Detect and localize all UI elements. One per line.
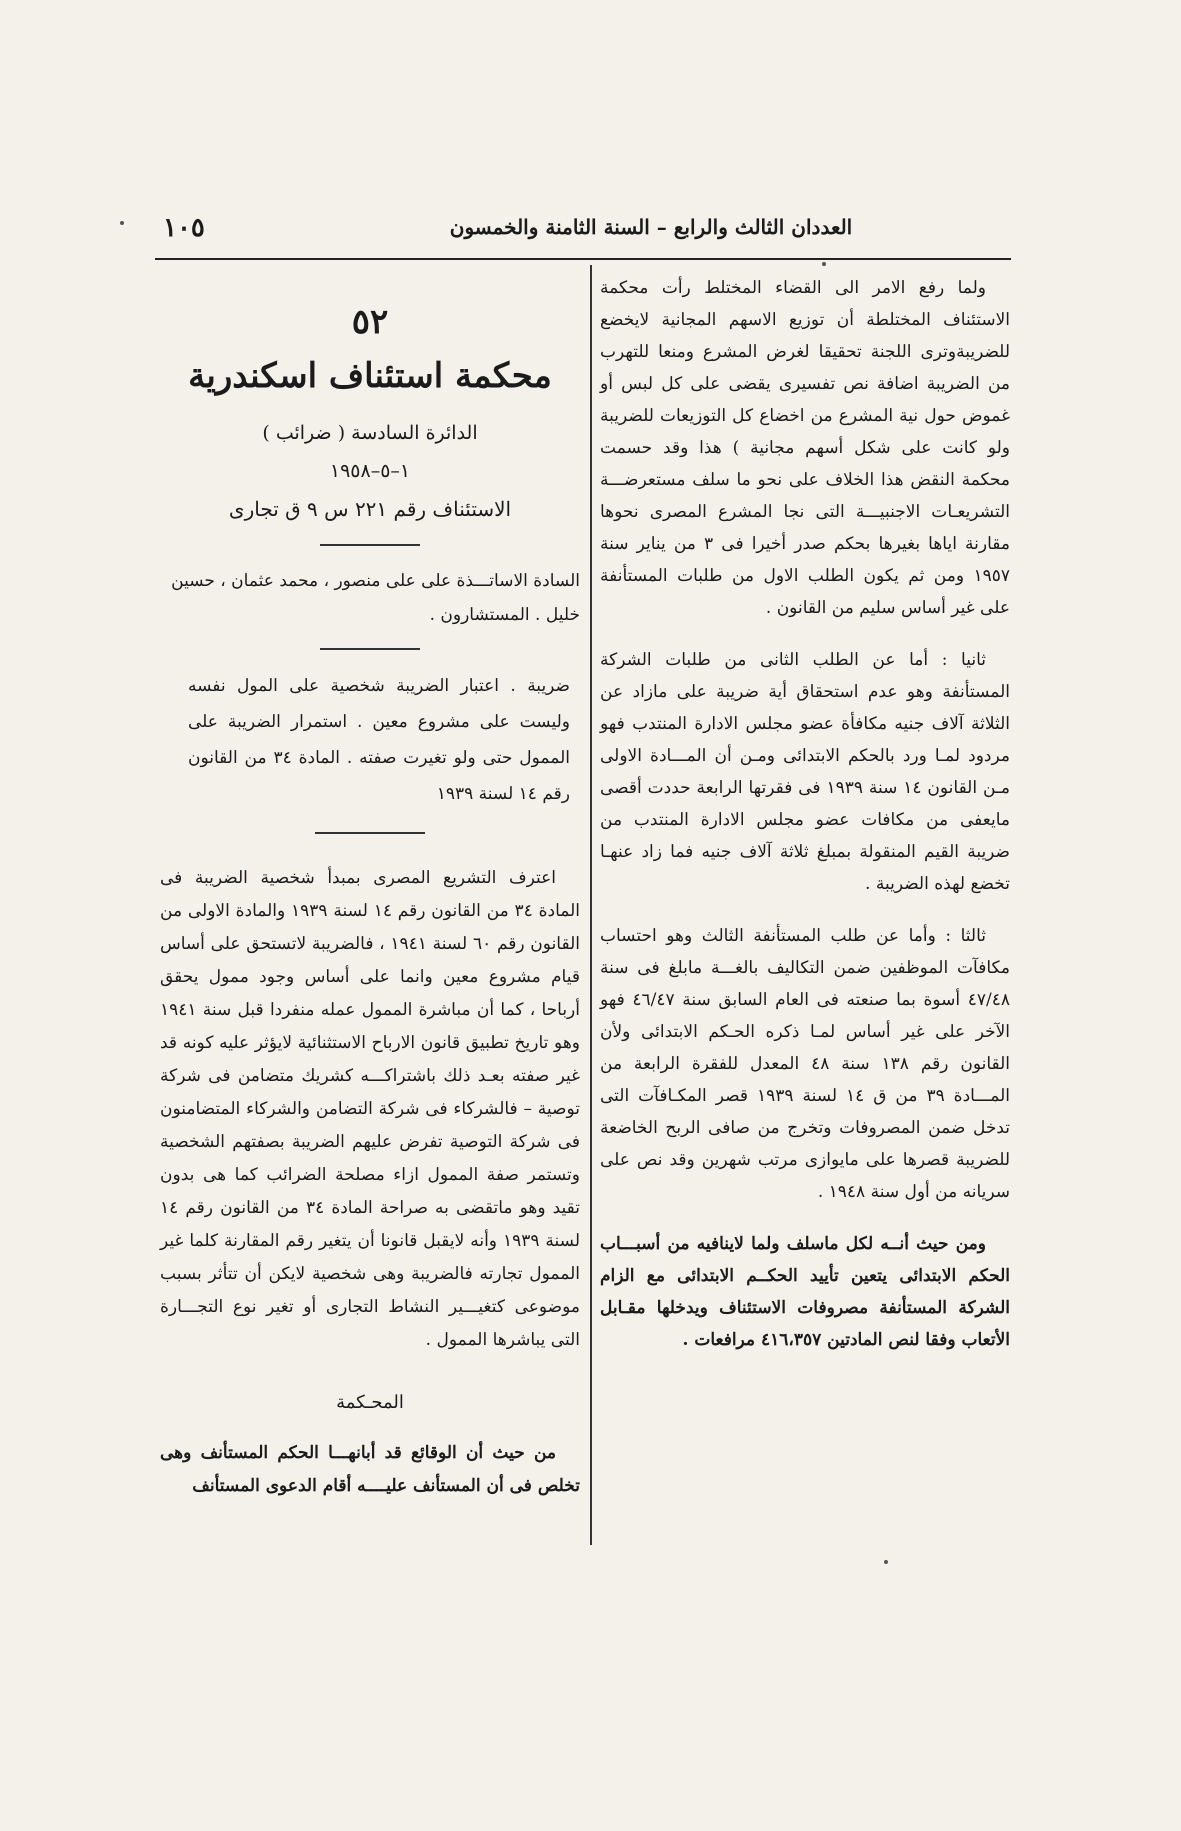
scan-speck xyxy=(120,221,124,225)
case-number: ٥٢ xyxy=(351,302,389,342)
ruling-text: من حيث أن الوقائع قد أبانهـــا الحكم المستأنف وهى تخلص فى أن المستأنف عليــــه أقام الدعوى المستأنف xyxy=(160,1443,580,1496)
section-rule xyxy=(320,648,420,650)
appeal-number: الاستئناف رقم ٢٢١ س ٩ ق تجارى xyxy=(228,497,512,521)
paragraph-2: ثانيا : أما عن الطلب الثانى من طلبات الشركة المستأنفة وهو عدم استحقاق أية ضريبة على مازاد عن الثلاثة آلاف جنيه مكافأة عضو مجلس الادارة المنتدب فهو مردود لمـا ورد بالحكم الابتدائى ومـن أن المـــادة الاولى مـن القانون ١٤ سنة ١٩٣٩ فى فقرتها الرابعة حددت أقصى مايعفى من مكافات عضو مجلس الادارة المنتدب من ضريبة القيم المنقولة بمبلغ ثلاثة آلاف جنيه فما زاد عنهـا تخضع لهذه الضريبة . xyxy=(600,650,1011,894)
legal-principle: اعترف التشريع المصرى بمبدأ شخصية الضريبة فى المادة ٣٤ من القانون رقم ١٤ لسنة ١٩٣٩ والمادة الاولى من القانون رقم ٦٠ لسنة ١٩٤١ ، فالضريبة لاتستحق على أساس قيام مشروع معين وانما على أساس وجود ممول يحقق أرباحا ، كما أن مباشرة الممول عمله منفردا قبل سنة ١٩٤١ وهو تاريخ تطبيق قانون الارباح الاستثنائية لايؤثر عليه كونه قد غير صفته بعـد ذلك باشتراكـــه كشريك متضامن فى شركة توصية – فالشركاء فى شركة التضامن والشركاء المتضامنون فى شركة التوصية تفرض عليهم الضريبة بصفتهم الشخصية وتستمر صفة الممول ازاء مصلحة الضرائب كما هى بدون تقيد وهو ماتقضى به صراحة المادة ٣٤ من القانون رقم ١٤ لسنة ١٩٣٩ وأنه لايقبل قانونا أن يتغير رقم المقارنة كلما غير الممول تجارته فالضريبة وهى شخصية لايكن أن تتأثر بسبب موضوعى كتغيـــير النشاط التجارى أو تغير نوع التجـــارة التى يباشرها الممول . xyxy=(160,868,581,1350)
ruling-title: المحـكمة xyxy=(336,1392,404,1413)
paragraph-3: ثالثا : وأما عن طلب المستأنفة الثالث وهو احتساب مكافآت الموظفين ضمن التكاليف بالغـــة مابلغ فى سنة ٤٧/٤٨ أسوة بما صنعته فى العام السابق سنة ٤٦/٤٧ فهو الآخر على غير أساس لمـا ذكره الحـكم الابتدائى ولأن القانون رقم ١٣٨ سنة ٤٨ المعدل للفقرة الرابعة من المـــادة ٣٩ من ق ١٤ لسنة ١٩٣٩ قصر المكـافآت التى تدخل ضمن المصروفات وتخرج من صافى الربح الخاضعة للضريبة قصرها على مايوازى مرتب شهرين وقد نص على سريانه من أول سنة ١٩٤٨ . xyxy=(600,926,1011,1202)
header-rule xyxy=(155,258,1011,260)
page-header xyxy=(155,215,1011,255)
court-name: محكمة استئناف اسكندرية xyxy=(188,356,552,396)
scan-speck xyxy=(822,262,826,266)
scan-speck xyxy=(884,1560,888,1564)
column-divider xyxy=(590,265,592,1545)
case-date: ١–٥–١٩٥٨ xyxy=(329,460,411,482)
right-column xyxy=(600,272,1010,1376)
paragraph-4: ومن حيث أنــه لكل ماسلف ولما لاينافيه من أسبـــاب الحكم الابتدائى يتعين تأييد الحكــم الابتدائى مع الزام الشركة المستأنفة مصروفات الاستئناف ويدخلها مقـابل الأتعاب وفقا لنص المادتين ٤١٦،٣٥٧ مرافعات . xyxy=(600,1234,1010,1350)
section-rule xyxy=(320,544,420,546)
left-column xyxy=(160,298,580,1503)
page-number: ١٠٥ xyxy=(163,213,205,243)
paragraph-1: ولما رفع الامر الى القضاء المختلط رأت محكمة الاستئناف المختلطة أن توزيع الاسهم المجانية لايخضع للضريبةوترى اللجنة تحقيقا لغرض المشرع ومنعا للتهرب من الضريبة اضافة نص تفسيرى يقضى على كل لبس أو غموض حول نية المشرع من اخضاع كل التوزيعات للضريبة ولو كانت على شكل أسهم مجانية ) هذا وقد حسمت محكمة النقض هذا الخلاف على نحو ما سلف مستعرضـــة التشريعـات الاجنبيـــة التى نجا المشرع المصرى نحوها مقارنة اياها بغيرها بحكم صدر أخيرا فى ٣ من يناير سنة ١٩٥٧ ومن ثم يكون الطلب الاول من طلبات المستأنفة على غير أساس سليم من القانون . xyxy=(600,278,1010,618)
section-rule xyxy=(315,832,425,834)
running-title: العددان الثالث والرابع – السنة الثامنة والخمسون xyxy=(449,215,853,239)
headnote: ضريبة . اعتبار الضريبة شخصية على المول نفسه وليست على مشروع معين . استمرار الضريبة على الممول حتى ولو تغيرت صفته . المادة ٣٤ من القانون رقم ١٤ لسنة ١٩٣٩ xyxy=(188,676,570,804)
judges: السادة الاساتـــذة على على منصور ، محمد عثمان ، حسين خليل . المستشارون . xyxy=(171,571,580,625)
court-circuit: الدائرة السادسة ( ضرائب ) xyxy=(262,422,478,444)
